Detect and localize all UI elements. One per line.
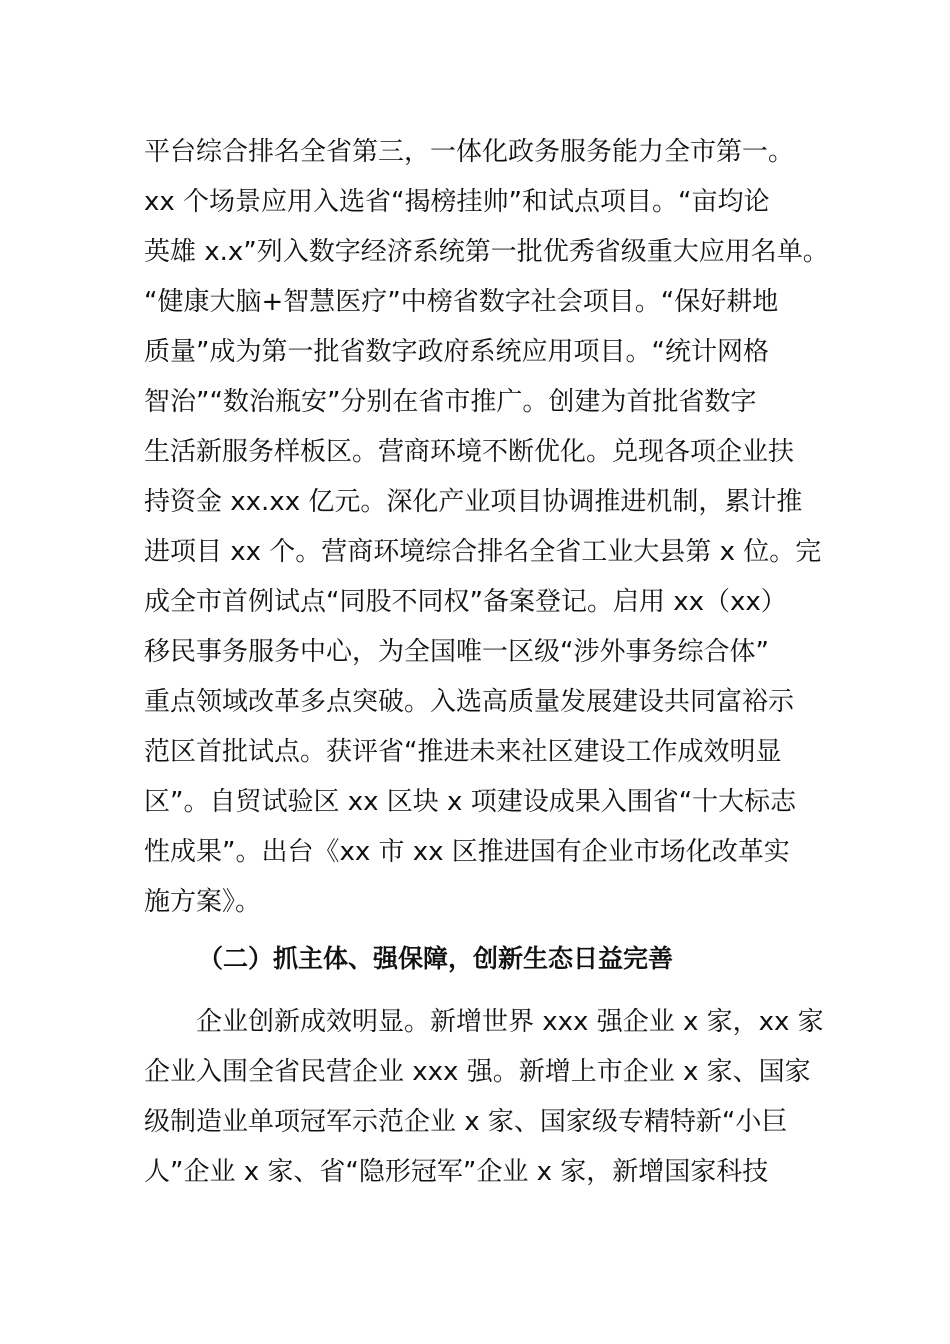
paragraph-line: “健康大脑+智慧医疗”中榜省数字社会项目。“保好耕地	[144, 287, 779, 317]
paragraph-line: 企业入围全省民营企业 xxx 强。新增上市企业 x 家、国家	[144, 1057, 811, 1087]
paragraph-line: 持资金 xx.xx 亿元。深化产业项目协调推进机制，累计推	[144, 487, 803, 517]
paragraph-line: 性成果”。出台《xx 市 xx 区推进国有企业市场化改革实	[144, 837, 790, 867]
paragraph-line: xx 个场景应用入选省“揭榜挂帅”和试点项目。“亩均论	[144, 187, 770, 217]
paragraph-line: 智治”“数治瓶安”分别在省市推广。创建为首批省数字	[144, 387, 757, 417]
paragraph-line: 重点领域改革多点突破。入选高质量发展建设共同富裕示	[144, 687, 795, 717]
paragraph-line: 成全市首例试点“同股不同权”备案登记。启用 xx（xx）	[144, 587, 787, 617]
section-heading: （二）抓主体、强保障，创新生态日益完善	[198, 944, 674, 973]
paragraph-line: 移民事务服务中心，为全国唯一区级“涉外事务综合体”	[144, 637, 769, 667]
paragraph-line: 进项目 xx 个。营商环境综合排名全省工业大县第 x 位。完	[144, 537, 822, 567]
paragraph-line: 级制造业单项冠军示范企业 x 家、国家级专精特新“小巨	[144, 1107, 788, 1137]
paragraph-line: 英雄 x.x”列入数字经济系统第一批优秀省级重大应用名单。	[144, 237, 829, 267]
paragraph-line: 生活新服务样板区。营商环境不断优化。兑现各项企业扶	[144, 437, 795, 467]
paragraph-line: 企业创新成效明显。新增世界 xxx 强企业 x 家，xx 家	[196, 1007, 824, 1037]
paragraph-line: 质量”成为第一批省数字政府系统应用项目。“统计网格	[144, 337, 769, 367]
paragraph-line: 平台综合排名全省第三，一体化政务服务能力全市第一。	[144, 137, 795, 167]
paragraph-line: 施方案》。	[144, 887, 262, 917]
paragraph-line: 范区首批试点。获评省“推进未来社区建设工作成效明显	[144, 737, 782, 767]
paragraph-line: 区”。自贸试验区 xx 区块 x 项建设成果入围省“十大标志	[144, 787, 797, 817]
paragraph-line: 人”企业 x 家、省“隐形冠军”企业 x 家，新增国家科技	[144, 1157, 769, 1187]
